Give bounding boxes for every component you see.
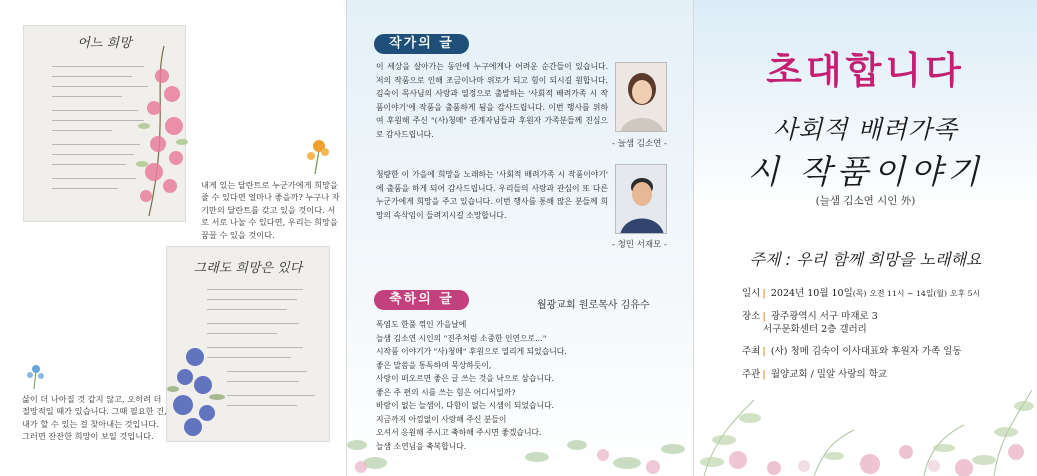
info-place-2 [763,323,867,336]
date-day2: (월) [933,289,948,298]
man-portrait-icon [616,165,667,234]
congrat-line: 늘샘 김소연 시인의 "진주처럼 소중한 인연으로…" [376,333,547,343]
place-key: 장소 [742,311,761,322]
author-photo [615,62,667,132]
congratulation-heading: 축하의 글 [374,290,469,310]
poets-line: (늘샘 김소연 시인 外) [815,195,916,207]
host-key: 주최 [742,346,761,357]
second-author-photo [615,164,667,234]
calligraphy-title-1: 어느 희망 [77,36,132,51]
congrat-line: 사랑이 떠오르면 좋은 글 쓰는 것을 낙으로 삼습니다. [376,374,554,383]
blue-sprig-icon [24,363,46,391]
orange-flower-icon [305,136,331,176]
invitation-title: 초대합니다 [766,49,965,92]
panel-left [0,0,346,476]
woman-portrait-icon [616,63,667,132]
host-value: (사) 청메 김숙이 이사대표와 후원자 가족 일동 [770,346,962,357]
place-value-1: 광주광역시 서구 마재로 3 [770,311,878,322]
date-key: 일시 [742,288,761,299]
event-subtitle-1: 사회적 배려가족 [773,115,958,144]
congratulation-author: 월광교회 원로목사 김유수 [537,300,650,311]
floral-border-icon [347,405,693,476]
second-author-caption: - 청민 서재모 - [612,240,667,250]
congrat-line: 지금까지 아낌없이 사랑해 주신 분들이 [376,414,507,424]
event-subtitle-2: 시 작품이야기 [747,152,984,191]
date-value: 2024년 10월 10일 [770,288,853,299]
congrat-line: 바람이 없는 늘샘이, 다함이 없는 시샘이 되었습니다. [376,401,554,410]
info-date: 일시 | 2024년 10월 10일(목) 오전 11시 ~ 14일(월) 오후 5시 [742,288,981,299]
info-host: 주최 | (사) 청메 김숙이 이사대표와 후원자 가족 일동 [742,346,962,357]
date-time2: 오후 5시 [950,289,981,298]
congrat-line: 좋은 말씀을 통독하며 묵상하듯이, [376,360,492,370]
congrat-line: 오셔서 응원해 주시고 축하해 주시면 좋겠습니다. [376,428,542,437]
floral-wreath-icon [694,340,1037,476]
flower-branch-icon [124,46,190,216]
author-caption: - 늘샘 김소연 - [612,139,667,149]
info-organizer: 주관 | 월양교회 / 밀알 사랑의 학교 [742,369,888,380]
calligraphy-artwork-2 [166,246,330,442]
org-key: 주관 [742,369,761,380]
second-author-paragraph: 청량한 이 가을에 희망을 노래하는 '사회적 배려가족 시 작품이야기' 에 출품을 하게 되어 감사드립니다. 우리들의 사랑과 관심이 또 다른 누군가에게 희망을 주고 있습니다. 이번 행사를 통해 많은 분들께 희망의 속삭임이 들려지시길 소망합니다. [376,170,608,220]
place-value-2: 서구문화센터 2층 갤러리 [763,324,867,335]
congrat-line: 폭염도 한풀 꺾인 가을날에 [376,320,467,329]
date-day1: (목) [852,289,867,298]
congrat-line: 늘샘 소연님을 축복합니다. [376,441,467,451]
panel-right [694,0,1037,476]
org-value: 월양교회 / 밀알 사랑의 학교 [770,369,888,380]
author-heading: 작가의 글 [374,34,469,54]
poem-excerpt-2: 삶이 더 나아질 것 같지 않고, 오히려 더 절망적일 때가 있습니다. 그때 필요한 건, 내가 할 수 있는 걸 찾아내는 것입니다. 그러면 잔잔한 희망이 보일 것입니다. [22,394,167,442]
congrat-line: 시작품 이야기가 "사)청메" 후원으로 열리게 되었습니다. [376,347,567,356]
blue-flower-icon [167,327,237,443]
calligraphy-title-2: 그래도 희망은 있다 [193,261,303,276]
poem-excerpt-1: 내게 있는 달란트로 누군가에게 희망을 줄 수 있다면 얼마나 좋을까? 누구나 자기만의 달란트를 갖고 있을 것이다. 서로 서로 나눌 수 있다면, 우리는 희망을 꿈꿀 수 있을 것이다. [201,180,340,240]
date-time1: 오전 11시 ~ 14일 [869,289,934,298]
info-place: 장소 | 광주광역시 서구 마재로 3 [742,311,878,322]
author-paragraph: 이 세상을 살아가는 동안에 누구에게나 어려운 순간들이 있습니다. 저의 작품으로 인해 조금이나마 위로가 되고 힘이 되시길 원합니다. 김숙이 목사님의 사랑과 열정으로 출발하는 '사회적 배려가족 시 작품이야기'에 작품을 출품하게 됨을 감사드립니다. 이번 행사를 위하여 후원해 주신 "(사)청메" 관계자님들과 후원자 가족분들께 진심으로 감사드립니다. [376,62,608,139]
congrat-line: 좋은 주 편의 시를 쓰는 힘은 어디서일까? [376,387,516,397]
calligraphy-artwork-1 [23,25,186,222]
event-theme: 주제 : 우리 함께 희망을 노래해요 [749,250,982,269]
panel-middle [347,0,693,476]
